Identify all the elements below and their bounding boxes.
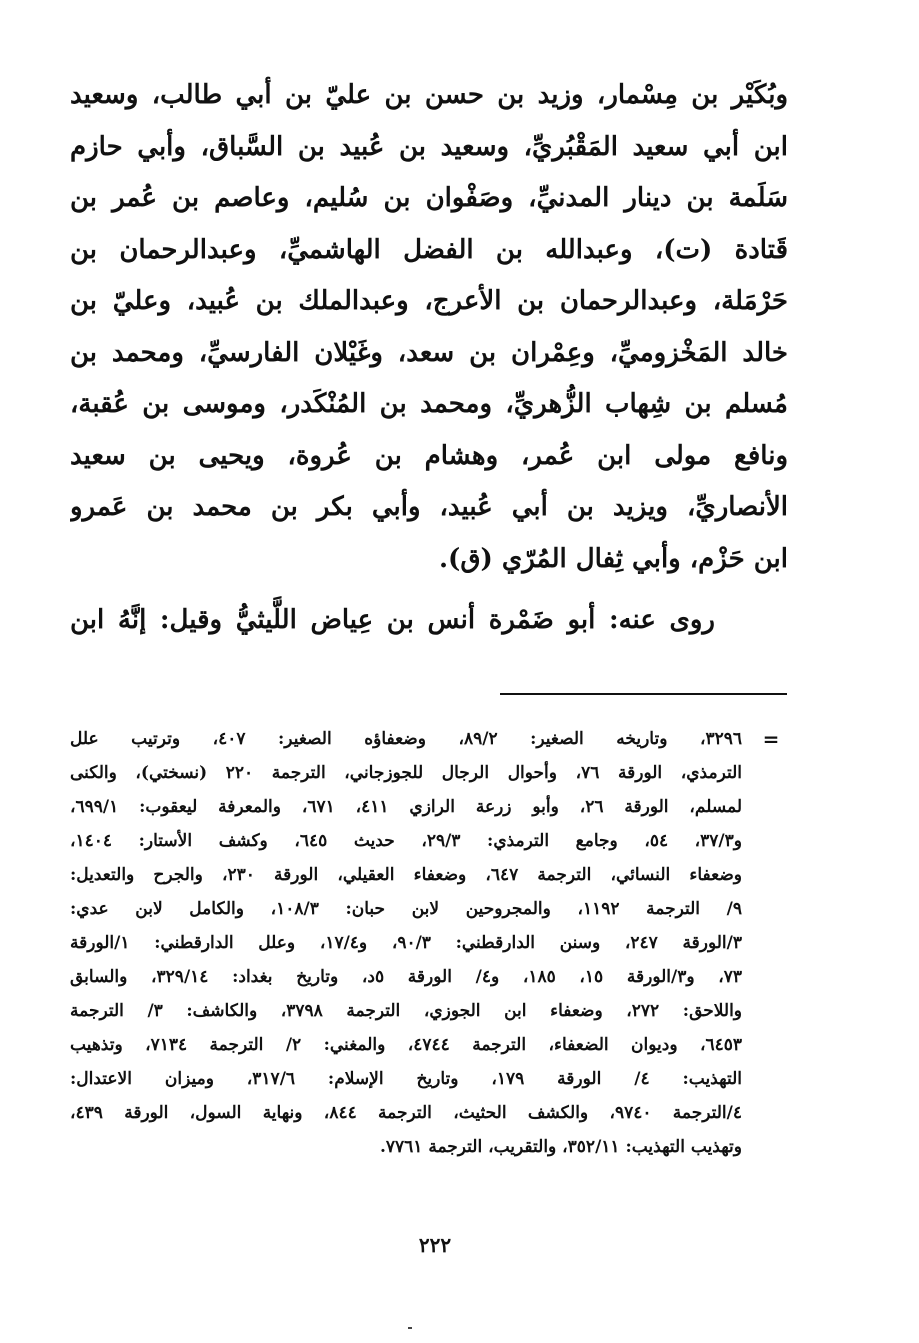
footnote-line-2: الترمذي، الورقة ٧٦، وأحوال الرجال للجوزجاني، الترجمة ٢٢٠ (نسختي)، والكنى bbox=[70, 763, 742, 783]
footnote-separator bbox=[500, 693, 787, 695]
footnote-line-11: التهذيب: ٤/ الورقة ١٧٩، وتاريخ الإسلام: ٣١٧/٦، وميزان الاعتدال: bbox=[70, 1069, 742, 1089]
footnote-line-4: و٣٧/٣، ٥٤، وجامع الترمذي: ٢٩/٣، حديث ٦٤٥، وكشف الأستار: ١٤٠٤، bbox=[70, 831, 742, 851]
scan-speck bbox=[408, 1327, 412, 1329]
main-text-line-8: ونافع مولى ابن عُمر، وهشام بن عُروة، ويحيى بن سعيد bbox=[70, 440, 788, 471]
footnote-line-6: ٩/ الترجمة ١١٩٢، والمجروحين لابن حبان: ١٠٨/٣، والكامل لابن عدي: bbox=[70, 899, 742, 919]
page-number: ٢٢٢ bbox=[418, 1233, 452, 1257]
footnote-line-10: ٦٤٥٣، وديوان الضعفاء، الترجمة ٤٧٤٤، والمغني: ٢/ الترجمة ٧١٣٤، وتذهيب bbox=[70, 1035, 742, 1055]
footnote-line-3: لمسلم، الورقة ٢٦، وأبو زرعة الرازي ٤١١، ٦٧١، والمعرفة ليعقوب: ٦٩٩/١، bbox=[70, 797, 742, 817]
main-text-line-1: وبُكَيْر بن مِسْمار، وزيد بن حسن بن عليّ بن أبي طالب، وسعيد bbox=[70, 80, 788, 110]
footnote-continuation-marker: = bbox=[762, 727, 780, 751]
main-text-block bbox=[70, 70, 788, 585]
footnote-line-12: ٤/الترجمة ٩٧٤٠، والكشف الحثيث، الترجمة ٨٤٤، ونهاية السول، الورقة ٤٣٩، bbox=[70, 1103, 742, 1123]
footnote-line-9: واللاحق: ٢٧٢، وضعفاء ابن الجوزي، الترجمة ٣٧٩٨، والكاشف: ٣/ الترجمة bbox=[70, 1001, 742, 1021]
footnotes-block bbox=[70, 722, 742, 1164]
footnote-line-1: ٣٢٩٦، وتاريخه الصغير: ٨٩/٢، وضعفاؤه الصغير: ٤٠٧، وترتيب علل bbox=[70, 729, 742, 749]
footnote-line-13: وتهذيب التهذيب: ٣٥٢/١١، والتقريب، الترجمة ٧٧٦١. bbox=[379, 1137, 742, 1157]
main-text-line-5: حَرْمَلة، وعبدالرحمان بن الأعرج، وعبدالملك بن عُبيد، وعليّ بن bbox=[70, 286, 788, 316]
main-text-line-3: سَلَمة بن دينار المدنيِّ، وصَفْوان بن سُليم، وعاصم بن عُمر بن bbox=[70, 183, 788, 213]
main-text-line-4: قَتادة (ت)، وعبدالله بن الفضل الهاشميِّ، وعبدالرحمان بن bbox=[70, 234, 788, 265]
footnote-line-8: ٧٣، و٣/الورقة ١٥، ١٨٥، و٤/ الورقة ٥د، وتاريخ بغداد: ٣٢٩/١٤، والسابق bbox=[70, 967, 742, 987]
footnote-line-5: وضعفاء النسائي، الترجمة ٦٤٧، وضعفاء العقيلي، الورقة ٢٣٠، والجرح والتعديل: bbox=[70, 865, 742, 885]
main-text-line-2: ابن أبي سعيد المَقْبُريِّ، وسعيد بن عُبيد بن السَّباق، وأبي حازم bbox=[70, 131, 788, 162]
narrated-from-line: روى عنه: أبو ضَمْرة أنس بن عِياض اللَّيثيُّ وقيل: إنَّهُ ابن bbox=[70, 605, 715, 635]
main-text-line-7: مُسلم بن شِهاب الزُّهريِّ، ومحمد بن المُنْكَدر، وموسى بن عُقبة، bbox=[70, 389, 788, 419]
main-text-line-10: ابن حَزْم، وأبي ثِفال المُرّي (ق). bbox=[438, 543, 788, 574]
main-text-line-9: الأنصاريِّ، ويزيد بن أبي عُبيد، وأبي بكر بن محمد بن عَمرو bbox=[70, 492, 788, 522]
footnote-line-7: ٣/الورقة ٢٤٧، وسنن الدارقطني: ٩٠/٣، و١٧/٤، وعلل الدارقطني: ١/الورقة bbox=[70, 933, 742, 953]
main-text-line-6: خالد المَخْزوميِّ، وعِمْران بن سعد، وغَيْلان الفارسيِّ، ومحمد بن bbox=[70, 337, 788, 368]
